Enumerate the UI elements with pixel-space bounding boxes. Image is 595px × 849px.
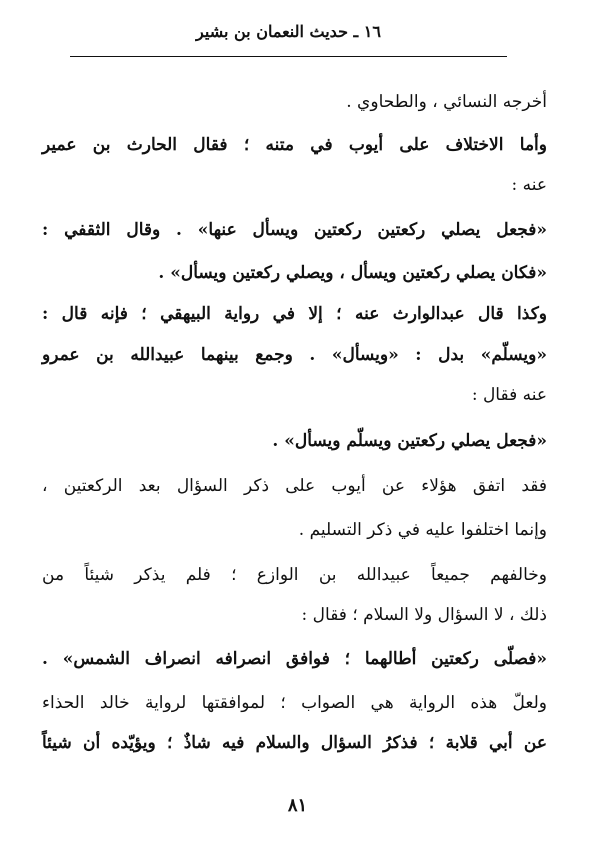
text-line: «ويسلّم» بدل : «ويسأل» . وجمع بينهما عبيدالله بن عمرو (42, 345, 547, 365)
header-rule (70, 56, 507, 57)
text-line: أخرجه النسائي ، والطحاوي . (346, 92, 547, 112)
text-line: وإنما اختلفوا عليه في ذكر التسليم . (298, 520, 547, 540)
text-line: «فجعل يصلي ركعتين ويسلّم ويسأل» . (272, 431, 547, 451)
text-line: وخالفهم جميعاً عبيدالله بن الوازع ؛ فلم يذكر شيئاً من (42, 565, 547, 585)
running-header: ١٦ ـ حديث النعمان بن بشير (196, 22, 381, 41)
page-number: ٨١ (287, 795, 308, 816)
text-line: «فكان يصلي ركعتين ويسأل ، ويصلي ركعتين ويسأل» . (158, 263, 547, 283)
text-line: «فصلّى ركعتين أطالهما ؛ فوافق انصرافه انصراف الشمس» . (42, 649, 547, 669)
text-line: ذلك ، لا السؤال ولا السلام ؛ فقال : (301, 605, 547, 625)
text-line: عن أبي قلابة ؛ فذكرُ السؤال والسلام فيه شاذٌ ؛ ويؤيّده أن شيئاً (42, 733, 547, 753)
text-line: «فجعل يصلي ركعتين ركعتين ويسأل عنها» . وقال الثقفي : (42, 220, 547, 240)
text-line: وكذا قال عبدالوارث عنه ؛ إلا في رواية البيهقي ؛ فإنه قال : (42, 304, 547, 324)
text-line: ولعلّ هذه الرواية هي الصواب ؛ لموافقتها لرواية خالد الحذاء (42, 693, 547, 713)
text-line: وأما الاختلاف على أيوب في متنه ؛ فقال الحارث بن عمير (42, 135, 547, 155)
text-line: عنه : (511, 175, 547, 195)
text-line: فقد اتفق هؤلاء عن أيوب على ذكر السؤال بعد الركعتين ، (42, 476, 547, 496)
text-line: عنه فقال : (471, 385, 547, 405)
